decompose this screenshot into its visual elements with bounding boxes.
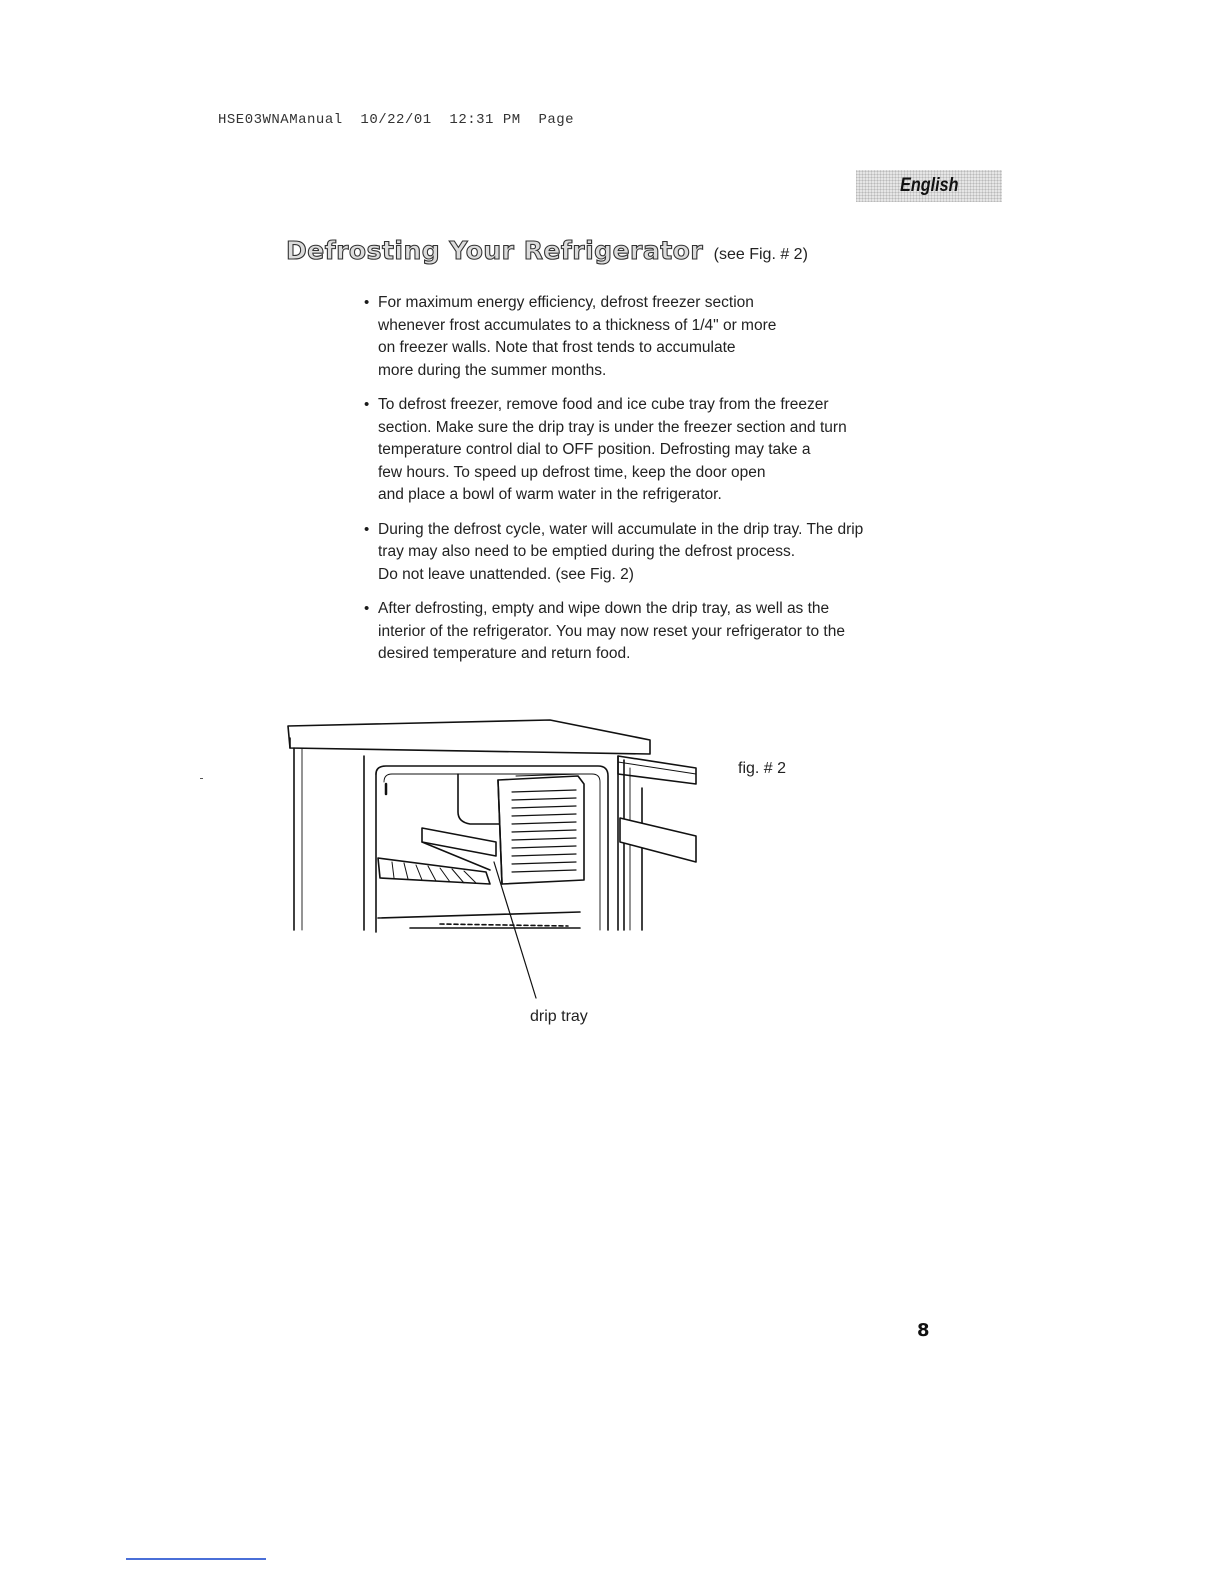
page-number: 8 bbox=[917, 1320, 930, 1341]
instruction-list bbox=[364, 292, 954, 678]
instruction-line: After defrosting, empty and wipe down the drip tray, as well as the bbox=[378, 600, 830, 617]
door-shelf bbox=[620, 818, 696, 862]
section-title: Defrosting Your Refrigerator bbox=[286, 236, 704, 265]
instruction-line: more during the summer months. bbox=[378, 361, 607, 379]
bullet-icon: • bbox=[364, 396, 370, 413]
lower-shelf-back bbox=[378, 912, 580, 918]
bullet-icon: • bbox=[364, 520, 370, 538]
print-header: HSE03WNAManual 10/22/01 12:31 PM Page bbox=[218, 112, 575, 128]
stray-mark bbox=[200, 778, 203, 779]
instruction-item bbox=[364, 394, 954, 507]
instruction-line: To defrost freezer, remove food and ice cube tray from the freezer bbox=[378, 396, 829, 413]
refrigerator-illustration bbox=[280, 712, 710, 1002]
instruction-line: on freezer walls. Note that frost tends to accumulate bbox=[378, 339, 736, 356]
instruction-line: section. Make sure the drip tray is under the freezer section and turn bbox=[378, 418, 847, 436]
language-tab bbox=[856, 170, 1002, 202]
instruction-line: desired temperature and return food. bbox=[378, 645, 631, 662]
instruction-item bbox=[364, 598, 954, 666]
instruction-line: interior of the refrigerator. You may now reset your refrigerator to the bbox=[378, 622, 845, 640]
instruction-item bbox=[364, 519, 954, 587]
instruction-line: few hours. To speed up defrost time, keep the door open bbox=[378, 463, 766, 481]
fridge-top-panel bbox=[288, 720, 650, 754]
instruction-line: During the defrost cycle, water will accumulate in the drip tray. The drip bbox=[378, 520, 864, 538]
drip-tray-callout: drip tray bbox=[530, 1008, 588, 1025]
instruction-line: and place a bowl of warm water in the refrigerator. bbox=[378, 486, 722, 503]
figure-label: fig. # 2 bbox=[738, 760, 787, 777]
section-figure-reference: (see Fig. # 2) bbox=[713, 246, 808, 263]
bullet-icon: • bbox=[364, 600, 370, 617]
instruction-line: For maximum energy efficiency, defrost freezer section bbox=[378, 294, 754, 311]
footer-rule bbox=[126, 1558, 266, 1560]
instruction-item bbox=[364, 292, 954, 382]
language-tab-label: English bbox=[899, 175, 959, 196]
instruction-line: tray may also need to be emptied during the defrost process. bbox=[378, 543, 796, 560]
freezer-back-wall bbox=[458, 774, 500, 824]
bullet-icon: • bbox=[364, 294, 370, 311]
lower-shelf-grille bbox=[440, 924, 568, 926]
instruction-line: temperature control dial to OFF position. Defrosting may take a bbox=[378, 441, 811, 458]
instruction-line: Do not leave unattended. (see Fig. 2) bbox=[378, 565, 634, 583]
section-heading bbox=[286, 236, 808, 265]
instruction-line: whenever frost accumulates to a thickness of 1/4" or more bbox=[378, 316, 777, 334]
drip-tray bbox=[422, 828, 496, 856]
